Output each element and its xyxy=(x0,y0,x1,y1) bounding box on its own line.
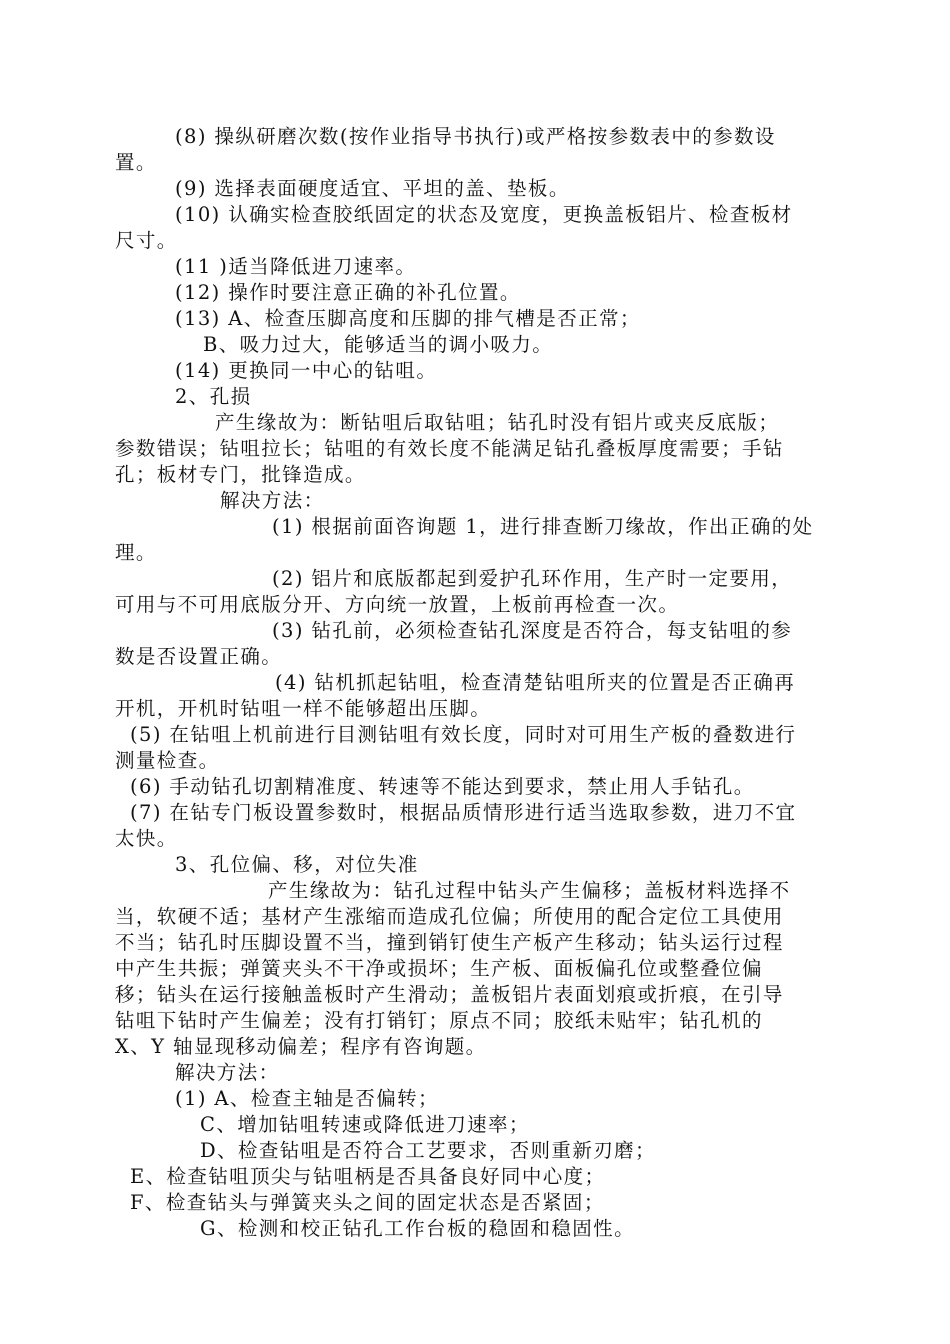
section-2-solution-2-line-1: (2) 铝片和底版都起到爱护孔环作用，生产时一定要用， xyxy=(272,567,793,590)
section-2-solution-2-line-2: 可用与不可用底版分开、方向统一放置，上板前再检查一次。 xyxy=(115,593,680,616)
section-3-cause-line-7: X、Y 轴显现移动偏差；程序有咨询题。 xyxy=(115,1035,487,1058)
section-2-solution-1-line-2: 理。 xyxy=(115,541,157,564)
section-2-solution-4-line-1: (4) 钻机抓起钻咀，检查清楚钻咀所夹的位置是否正确再 xyxy=(275,671,796,694)
section-2-heading: 2、孔损 xyxy=(175,385,252,408)
section-2-solution-1-line-1: (1) 根据前面咨询题 1，进行排查断刀缘故，作出正确的处 xyxy=(272,515,814,538)
item-8-line-1: (8) 操纵研磨次数(按作业指导书执行)或严格按参数表中的参数设 xyxy=(175,125,776,148)
item-14-line: (14) 更换同一中心的钻咀。 xyxy=(175,359,438,382)
section-2-cause-line-2: 参数错误；钻咀拉长；钻咀的有效长度不能满足钻孔叠板厚度需要；手钻 xyxy=(115,437,784,460)
section-2-cause-line-3: 孔；板材专门，批锋造成。 xyxy=(115,463,366,486)
section-3-solution-g: G、检测和校正钻孔工作台板的稳固和稳固性。 xyxy=(200,1217,635,1240)
section-3-solution-e: E、检查钻咀顶尖与钻咀柄是否具备良好同中心度； xyxy=(130,1165,606,1188)
section-3-cause-line-3: 不当；钻孔时压脚设置不当，撞到销钉使生产板产生移动；钻头运行过程 xyxy=(115,931,784,954)
section-3-cause-line-2: 当，软硬不适；基材产生涨缩而造成孔位偏；所使用的配合定位工具使用 xyxy=(115,905,784,928)
section-2-solution-7-line-2: 太快。 xyxy=(115,827,178,850)
section-2-solution-5-line-2: 测量检查。 xyxy=(115,749,220,772)
section-3-solution-a: (1) A、检查主轴是否偏转； xyxy=(175,1087,439,1110)
section-3-solution-heading: 解决方法： xyxy=(175,1061,280,1084)
section-3-heading: 3、孔位偏、移，对位失准 xyxy=(175,853,419,876)
item-13-line-b: B、吸力过大，能够适当的调小吸力。 xyxy=(203,333,554,356)
section-2-solution-5-line-1: (5) 在钻咀上机前进行目测钻咀有效长度，同时对可用生产板的叠数进行 xyxy=(130,723,797,746)
section-3-cause-line-1: 产生缘故为：钻孔过程中钻头产生偏移；盖板材料选择不 xyxy=(268,879,791,902)
section-3-solution-f: F、检查钻头与弹簧夹头之间的固定状态是否紧固； xyxy=(130,1191,605,1214)
item-9-line: (9) 选择表面硬度适宜、平坦的盖、垫板。 xyxy=(175,177,570,200)
item-11-line: (11 )适当降低进刀速率。 xyxy=(175,255,417,278)
item-10-line-2: 尺寸。 xyxy=(115,229,178,252)
section-2-solution-4-line-2: 开机，开机时钻咀一样不能够超出压脚。 xyxy=(115,697,492,720)
section-2-solution-3-line-2: 数是否设置正确。 xyxy=(115,645,283,668)
section-2-solution-6-line: (6) 手动钻孔切割精准度、转速等不能达到要求，禁止用人手钻孔。 xyxy=(130,775,755,798)
item-10-line-1: (10) 认确实检查胶纸固定的状态及宽度，更换盖板铝片、检查板材 xyxy=(175,203,793,226)
section-2-solution-3-line-1: (3) 钻孔前，必须检查钻孔深度是否符合，每支钻咀的参 xyxy=(272,619,793,642)
item-12-line: (12) 操作时要注意正确的补孔位置。 xyxy=(175,281,521,304)
section-2-cause-line-1: 产生缘故为：断钻咀后取钻咀；钻孔时没有铝片或夹反底版； xyxy=(215,411,780,434)
item-8-line-2: 置。 xyxy=(115,151,157,174)
section-3-cause-line-4: 中产生共振；弹簧夹头不干净或损坏；生产板、面板偏孔位或整叠位偏 xyxy=(115,957,763,980)
section-3-solution-c: C、增加钻咀转速或降低进刀速率； xyxy=(200,1113,530,1136)
section-2-solution-7-line-1: (7) 在钻专门板设置参数时，根据品质情形进行适当选取参数，进刀不宜 xyxy=(130,801,797,824)
section-3-cause-line-6: 钻咀下钻时产生偏差；没有打销钉；原点不同；胶纸未贴牢；钻孔机的 xyxy=(115,1009,763,1032)
section-3-cause-line-5: 移；钻头在运行接触盖板时产生滑动；盖板铝片表面划痕或折痕，在引导 xyxy=(115,983,784,1006)
section-2-solution-heading: 解决方法： xyxy=(220,489,325,512)
item-13-line-a: (13) A、检查压脚高度和压脚的排气槽是否正常； xyxy=(175,307,641,330)
section-3-solution-d: D、检查钻咀是否符合工艺要求，否则重新刃磨； xyxy=(200,1139,656,1162)
